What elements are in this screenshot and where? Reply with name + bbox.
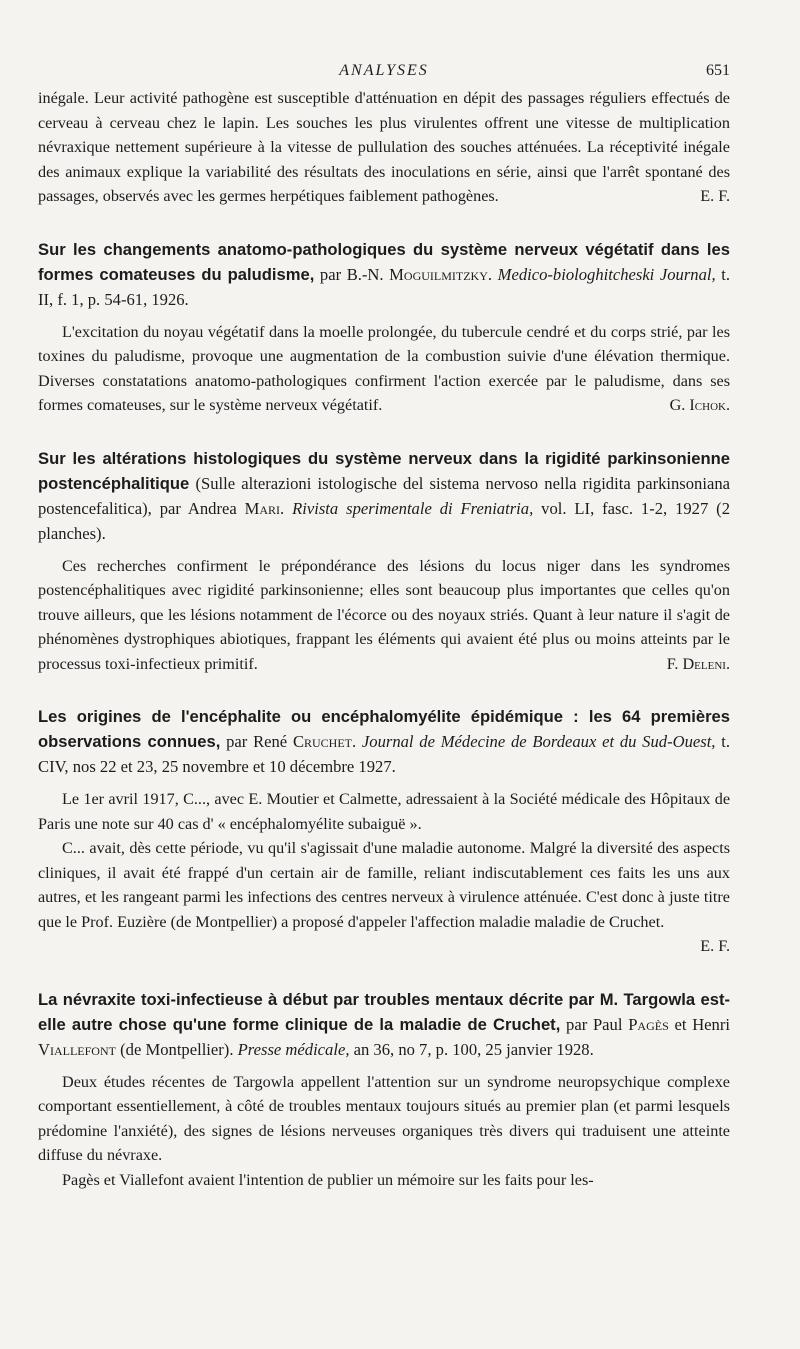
article-paragraph: Le 1er avril 1917, C..., avec E. Moutier et Calmette, adressaient à la Société médicale des Hôpitaux de Paris une note sur 40 cas d' « encéphalomyélite subaiguë ». bbox=[38, 790, 730, 833]
article-reference: vol. LI, fasc. 1-2, 1927 (2 planches). bbox=[38, 498, 730, 543]
article-title bbox=[38, 987, 730, 1062]
intro-text: inégale. Leur activité pathogène est susceptible d'atténuation en dépit des passages réguliers effectués de cerveau à cerveau chez le lapin. Les souches les plus virulentes offrent une vitesse de multiplication névraxique nettement supérieure à la vitesse de pullulation des souches atténuées. La réceptivité inégale des animaux explique la variabilité des résultats des inoculations en série, ainsi que l'arrêt spontané des passages, observés avec les germes herpétiques faiblement pathogènes. bbox=[38, 89, 730, 205]
article-4 bbox=[38, 987, 730, 1193]
article-paragraph: Deux études récentes de Targowla appellent l'attention sur un syndrome neuropsychique complexe comportant essentiellement, à côté de troubles mentaux toujours situés au premier plan (et parmi lesquels prédomine l'anxiété), des signes de lésions nerveuses organiques très divers qui traduisent une atteinte diffuse du névraxe. bbox=[38, 1072, 730, 1164]
article-body bbox=[38, 320, 730, 418]
article-1 bbox=[38, 237, 730, 418]
page-header bbox=[38, 56, 730, 86]
article-author: Moguilmitzky. bbox=[389, 264, 493, 284]
article-2 bbox=[38, 446, 730, 677]
article-title-text: Les origines de l'encéphalite ou encéphalomyélite épidémique : les 64 premières observations connues, bbox=[38, 707, 730, 751]
article-authors-suffix: (de Montpellier). bbox=[115, 1039, 234, 1059]
article-author: Mari. bbox=[244, 498, 285, 518]
article-author: Cruchet. bbox=[292, 732, 357, 751]
intro-signature: E. F. bbox=[700, 187, 730, 205]
article-paragraph: C... avait, dès cette période, vu qu'il s'agissait d'une maladie autonome. Malgré la diversité des aspects cliniques, il avait été frappé d'un certain air de famille, reliant indiscutablement ces faits les uns aux autres, et les rangeant parmi les infections des centres nerveux à virulence atténuée. C'est donc à juste titre que le Prof. Euzière (de Montpellier) a proposé d'appeler l'affection maladie maladie de Cruchet. bbox=[38, 839, 730, 931]
article-title-text: La névraxite toxi-infectieuse à début par troubles mentaux décrite par M. Targowla est-elle autre chose qu'une forme clinique de la maladie de Cruchet, bbox=[38, 989, 730, 1034]
article-paragraph: L'excitation du noyau végétatif dans la moelle prolongée, du tubercule cendré et du corps strié, par les toxines du paludisme, provoque une augmentation de la combustion suivie d'une élévation thermique. Diverses constatations anatomo-pathologiques confirment l'action exercée par le paludisme, dans ses formes comateuses, sur le système nerveux végétatif. bbox=[38, 322, 730, 414]
article-title bbox=[38, 704, 730, 779]
article-body bbox=[38, 554, 730, 677]
article-title bbox=[38, 237, 730, 312]
article-journal: Journal de Médecine de Bordeaux et du Sud-Ouest, bbox=[356, 732, 716, 751]
article-reference: t. CIV, nos 22 et 23, 25 novembre et 10 décembre 1927. bbox=[38, 732, 730, 776]
article-authors-mid: et Henri bbox=[668, 1014, 730, 1034]
article-title bbox=[38, 446, 730, 546]
article-body bbox=[38, 1070, 730, 1193]
article-author: Pagès bbox=[628, 1014, 669, 1034]
article-author-2: Viallefont bbox=[38, 1039, 116, 1059]
article-authors-prefix: par Paul bbox=[560, 1014, 629, 1034]
article-paragraph: Ces recherches confirment le prépondérance des lésions du locus niger dans les syndromes postencéphalitiques avec rigidité parkinsonienne; elles sont beaucoup plus importantes que celles qu'on trouve ailleurs, que les lésions notamment de l'écorce ou des noyaux striés. Quant à leur nature il s'agit de phénomènes dystrophiques abiotiques, frappant les éléments qui avaient été plus ou moins atteints par le processus toxi-infectieux primitif. bbox=[38, 556, 730, 673]
article-reference: an 36, no 7, p. 100, 25 janvier 1928. bbox=[349, 1039, 594, 1059]
page-number: 651 bbox=[706, 62, 730, 79]
article-signature: F. Deleni. bbox=[666, 654, 730, 673]
article-journal: Presse médicale, bbox=[233, 1039, 350, 1059]
article-3 bbox=[38, 704, 730, 959]
article-paragraph: Pagès et Viallefont avaient l'intention de publier un mémoire sur les faits pour les- bbox=[62, 1170, 594, 1189]
article-signature: G. Ichok. bbox=[669, 396, 730, 414]
article-reference: t. II, f. 1, p. 54-61, 1926. bbox=[38, 264, 730, 309]
article-authors-prefix: par B.-N. bbox=[314, 264, 390, 284]
article-authors-prefix: (Sulle alterazioni istologische del sistema nervoso nella rigidita parkinsoniana postencefalitica), par Andrea bbox=[38, 473, 730, 518]
running-title: ANALYSES bbox=[339, 62, 429, 79]
article-title-text: Sur les altérations histologiques du système nerveux dans la rigidité parkinsonienne postencéphalitique bbox=[38, 448, 730, 493]
article-authors-prefix: par René bbox=[220, 732, 293, 751]
article-title-text: Sur les changements anatomo-pathologiques du système nerveux végétatif dans les formes comateuses du paludisme, bbox=[38, 239, 730, 284]
article-journal: Medico-biologhitcheski Journal, bbox=[492, 264, 716, 284]
article-body bbox=[38, 787, 730, 959]
article-signature: E. F. bbox=[700, 937, 730, 955]
article-journal: Rivista sperimentale di Freniatria, bbox=[284, 498, 534, 518]
intro-paragraph bbox=[38, 86, 730, 209]
